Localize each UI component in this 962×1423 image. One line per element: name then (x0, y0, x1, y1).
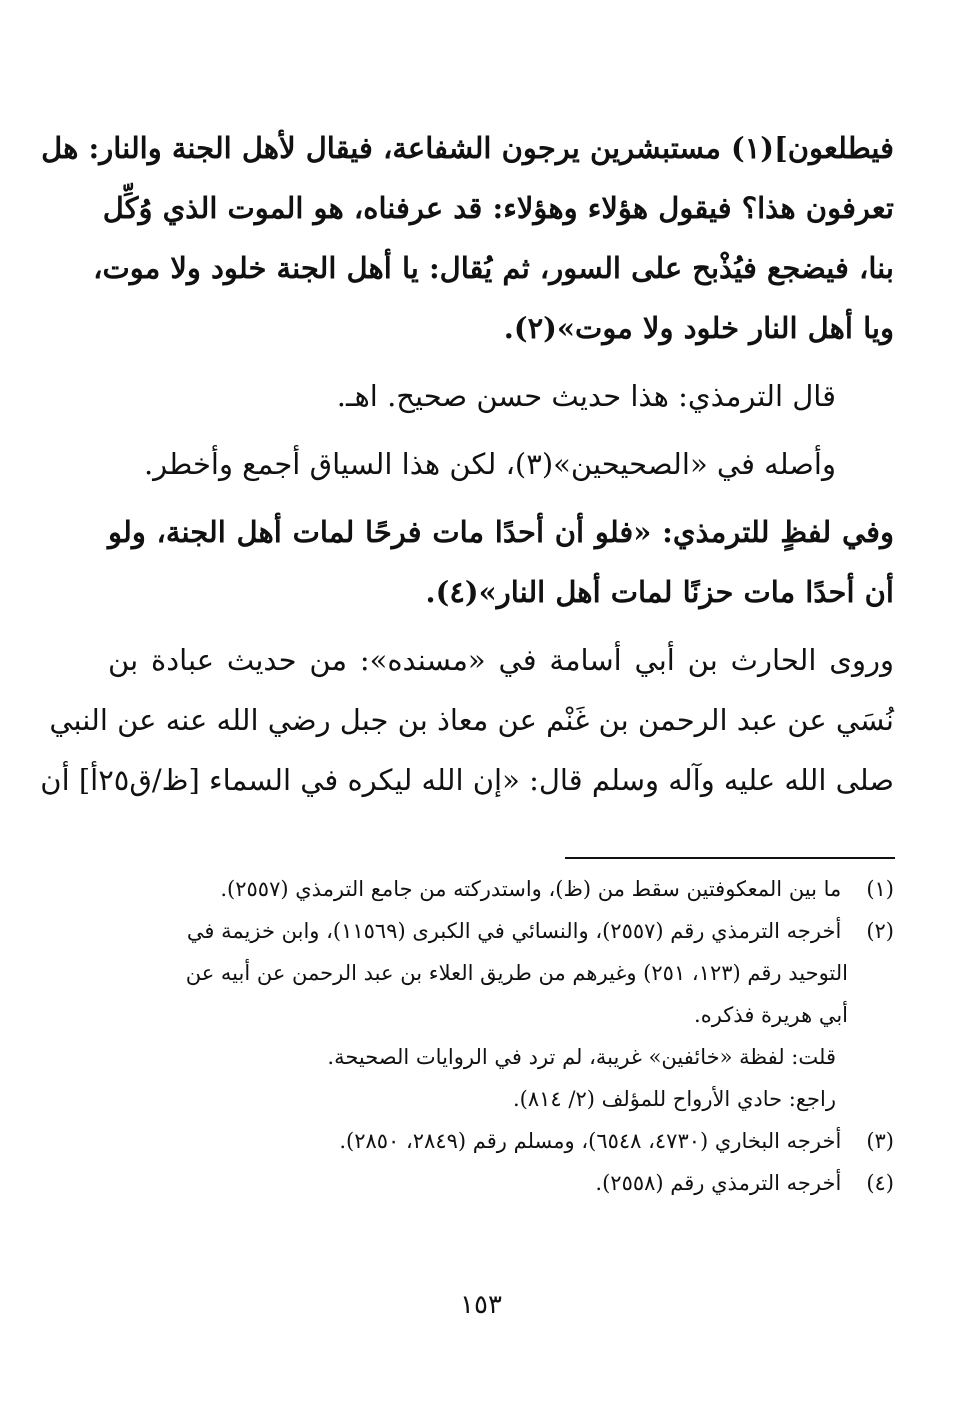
footnote-number: (٢) (866, 919, 894, 943)
text-line: أن أحدًا مات حزنًا لمات أهل النار»(٤). (425, 575, 894, 609)
footnote-2 (108, 910, 894, 952)
text-line: ويا أهل النار خلود ولا موت»(٢). (503, 311, 894, 345)
text-line: وروى الحارث بن أبي أسامة في «مسنده»: من حديث عبادة بن (108, 643, 894, 677)
footnote-3 (108, 1120, 894, 1162)
footnote-2-comment: قلت: لفظة «خائفين» غريبة، لم ترد في الروايات الصحيحة. (327, 1045, 836, 1069)
footnote-4 (108, 1162, 894, 1204)
text-line: وفي لفظٍ للترمذي: «فلو أن أحدًا مات فرحًا لمات أهل الجنة، ولو (108, 515, 894, 549)
main-text (40, 118, 894, 810)
footnote-number: (٣) (866, 1129, 894, 1153)
footnote-text: أخرجه الترمذي رقم (٢٥٥٧)، والنسائي في الكبرى (١١٥٦٩)، وابن خزيمة في (186, 919, 842, 943)
footnote-number: (٤) (866, 1171, 894, 1195)
text-line: تعرفون هذا؟ فيقول هؤلاء وهؤلاء: قد عرفناه، هو الموت الذي وُكِّل (102, 191, 894, 225)
footnote-text: أخرجه البخاري (٤٧٣٠، ٦٥٤٨)، ومسلم رقم (٢٨٤٩، ٢٨٥٠). (339, 1129, 842, 1153)
footnote-number: (١) (866, 877, 894, 901)
footnote-text: أخرجه الترمذي رقم (٢٥٥٨). (595, 1171, 842, 1195)
footnote-2-continued: التوحيد رقم (١٢٣، ٢٥١) وغيرهم من طريق العلاء بن عبد الرحمن عن أبيه عن (185, 961, 848, 985)
footnote-divider (565, 857, 895, 859)
text-line: صلى الله عليه وآله وسلم قال: «إن الله ليكره في السماء [ظ/ق٢٥أ] أن (40, 763, 894, 797)
footnote-2-reference: راجع: حادي الأرواح للمؤلف (٢/ ٨١٤). (513, 1087, 836, 1111)
text-line: قال الترمذي: هذا حديث حسن صحيح. اهـ. (336, 379, 836, 413)
text-line: فيطلعون](١) مستبشرين يرجون الشفاعة، فيقال لأهل الجنة والنار: هل (41, 131, 894, 165)
footnote-2-continued: أبي هريرة فذكره. (694, 1003, 848, 1027)
footnotes (108, 868, 894, 1204)
text-line: بنا، فيضجع فيُذْبح على السور، ثم يُقال: يا أهل الجنة خلود ولا موت، (93, 251, 894, 285)
text-line: وأصله في «الصحيحين»(٣)، لكن هذا السياق أجمع وأخطر. (143, 447, 836, 481)
footnote-1 (108, 868, 894, 910)
page-number: ١٥٣ (460, 1290, 502, 1320)
footnote-text: ما بين المعكوفتين سقط من (ظ)، واستدركته من جامع الترمذي (٢٥٥٧). (220, 877, 842, 901)
text-line: نُسَي عن عبد الرحمن بن غَنْم عن معاذ بن جبل رضي الله عنه عن النبي (49, 703, 894, 737)
